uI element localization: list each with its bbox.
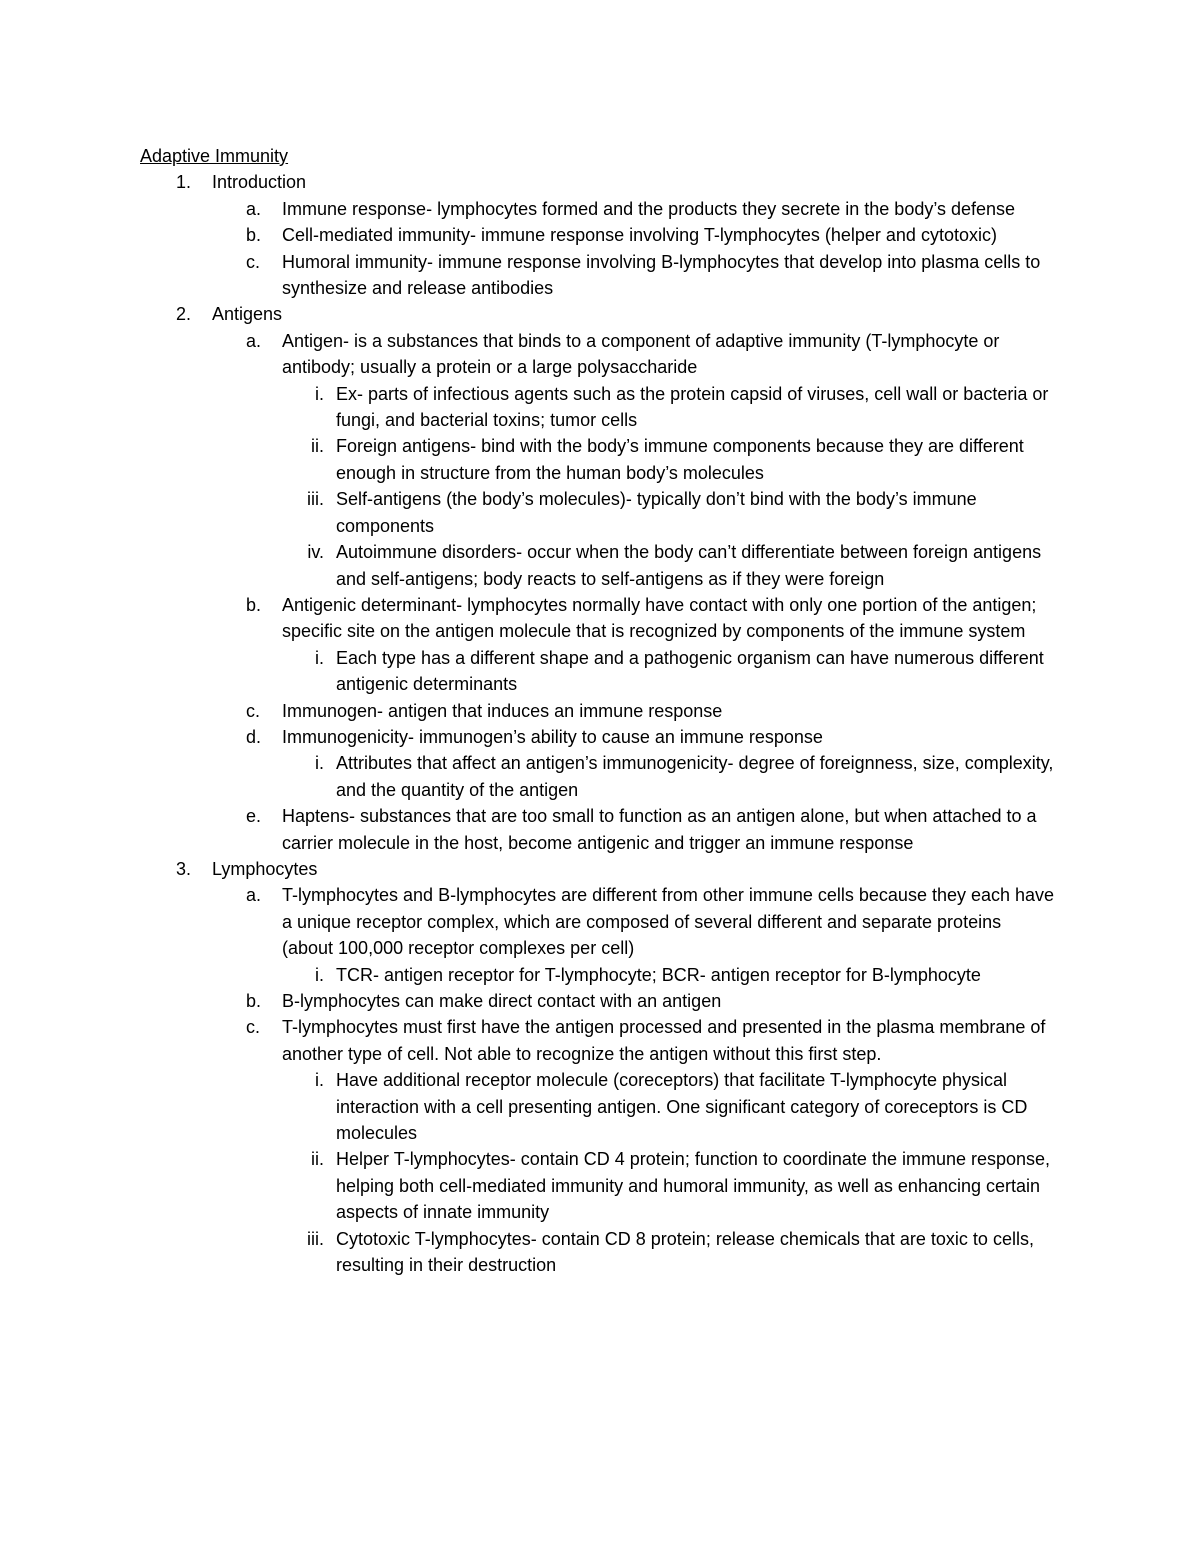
- item-letter: a.: [246, 330, 262, 351]
- subitem-text: Autoimmune disorders- occur when the body can’t differentiate between foreign antigens and self-antigens; body reacts to self-antigens as if they were foreign: [336, 542, 1042, 589]
- subitem-text: Cytotoxic T-lymphocytes- contain CD 8 protein; release chemicals that are toxic to cells, resulting in their destruction: [336, 1228, 1034, 1276]
- item-text: Cell-mediated immunity- immune response involving T-lymphocytes (helper and cytotoxic): [282, 225, 997, 246]
- item-text: T-lymphocytes and B-lymphocytes are different from other immune cells because they each have a unique receptor complex, which are composed of several different and separate proteins (about 100,000 receptor complexes per cell): [282, 885, 1055, 959]
- subitem-text: Attributes that affect an antigen’s immunogenicity- degree of foreignness, size, complexity, and the quantity of the antigen: [336, 753, 1054, 800]
- subitem-numeral: iii.: [307, 489, 324, 510]
- outline-item: [246, 196, 1057, 222]
- subitem-numeral: ii.: [311, 1149, 324, 1170]
- item-letter: a.: [246, 885, 262, 906]
- outline-item: [246, 698, 1057, 724]
- outline-item: [246, 592, 1057, 645]
- item-text: Humoral immunity- immune response involving B-lymphocytes that develop into plasma cells to synthesize and release antibodies: [282, 251, 1041, 299]
- section-heading-text: Introduction: [212, 172, 307, 193]
- item-text: B-lymphocytes can make direct contact with an antigen: [282, 991, 722, 1011]
- subitem-numeral: iii.: [307, 1228, 324, 1249]
- outline-item: [246, 222, 1057, 248]
- item-letter: c.: [246, 1017, 261, 1038]
- subitem-numeral: i.: [315, 383, 324, 404]
- outline-subitem: [315, 750, 1056, 803]
- outline-subitem: [311, 433, 1056, 486]
- subitem-text: Self-antigens (the body’s molecules)- typically don’t bind with the body’s immune components: [336, 489, 977, 536]
- subitem-numeral: i.: [315, 1070, 324, 1091]
- item-letter: c.: [246, 700, 261, 721]
- document-title: Adaptive Immunity: [140, 146, 289, 166]
- item-text: Antigen- is a substances that binds to a component of adaptive immunity (T-lymphocyte or antibody; usually a protein or a large polysaccharide: [282, 330, 1000, 378]
- outline-item: [246, 1014, 1057, 1067]
- item-text: Immunogenicity- immunogen’s ability to cause an immune response: [282, 726, 823, 747]
- outline-subitem: [307, 1226, 1056, 1279]
- section-heading: [176, 301, 1112, 327]
- item-letter: b.: [246, 225, 262, 246]
- item-letter: c.: [246, 251, 261, 272]
- section-number: 3.: [176, 858, 192, 879]
- subitem-text: Ex- parts of infectious agents such as the protein capsid of viruses, cell wall or bacteria or fungi, and bacterial toxins; tumor cells: [336, 383, 1049, 431]
- item-letter: b.: [246, 991, 262, 1011]
- outline-item: [246, 882, 1057, 961]
- outline-subitem: [315, 1067, 1056, 1146]
- item-text: T-lymphocytes must first have the antigen processed and presented in the plasma membrane of another type of cell. Not able to recognize the antigen without this first step.: [282, 1017, 1046, 1064]
- outline-subitem: [315, 381, 1056, 434]
- item-text: Immune response- lymphocytes formed and the products they secrete in the body’s defense: [282, 198, 1016, 219]
- item-text: Immunogen- antigen that induces an immune response: [282, 700, 723, 721]
- subitem-text: Have additional receptor molecule (coreceptors) that facilitate T-lymphocyte physical interaction with a cell presenting antigen. One significant category of coreceptors is CD molecules: [336, 1070, 1028, 1144]
- subitem-text: Foreign antigens- bind with the body’s immune components because they are different enough in structure from the human body’s molecules: [336, 436, 1024, 483]
- outline-item: [246, 803, 1057, 856]
- outline-item: [246, 988, 1057, 1014]
- subitem-text: TCR- antigen receptor for T-lymphocyte; BCR- antigen receptor for B-lymphocyte: [336, 964, 981, 985]
- outline-subitem: [311, 1146, 1056, 1225]
- subitem-numeral: i.: [315, 964, 324, 985]
- section-number: 1.: [176, 172, 192, 193]
- outline: [0, 169, 1200, 1278]
- outline-subitem: [315, 645, 1056, 698]
- section-heading-text: Antigens: [212, 304, 283, 325]
- outline-subitem: [315, 962, 1056, 988]
- section-heading: [176, 856, 1112, 882]
- outline-item: [246, 249, 1057, 302]
- subitem-numeral: ii.: [311, 436, 324, 457]
- outline-item: [246, 328, 1057, 381]
- item-text: Antigenic determinant- lymphocytes normally have contact with only one portion of the antigen; specific site on the antigen molecule that is recognized by components of the immune system: [282, 594, 1037, 642]
- subitem-numeral: i.: [315, 647, 324, 668]
- outline-subitem: [307, 539, 1056, 592]
- subitem-numeral: i.: [315, 753, 324, 774]
- subitem-text: Helper T-lymphocytes- contain CD 4 protein; function to coordinate the immune response, helping both cell-mediated immunity and humoral immunity, as well as enhancing certain aspects of innate immunity: [336, 1149, 1051, 1223]
- outline-item: [246, 724, 1057, 750]
- subitem-text: Each type has a different shape and a pathogenic organism can have numerous different antigenic determinants: [336, 647, 1044, 695]
- item-letter: d.: [246, 726, 262, 747]
- section-heading: [176, 169, 1112, 195]
- section-heading-text: Lymphocytes: [212, 858, 318, 879]
- item-text: Haptens- substances that are too small to function as an antigen alone, but when attached to a carrier molecule in the host, become antigenic and trigger an immune response: [282, 806, 1037, 853]
- item-letter: e.: [246, 806, 262, 827]
- item-letter: b.: [246, 594, 262, 615]
- item-letter: a.: [246, 198, 262, 219]
- outline-subitem: [307, 486, 1056, 539]
- section-number: 2.: [176, 304, 192, 325]
- subitem-numeral: iv.: [307, 542, 324, 563]
